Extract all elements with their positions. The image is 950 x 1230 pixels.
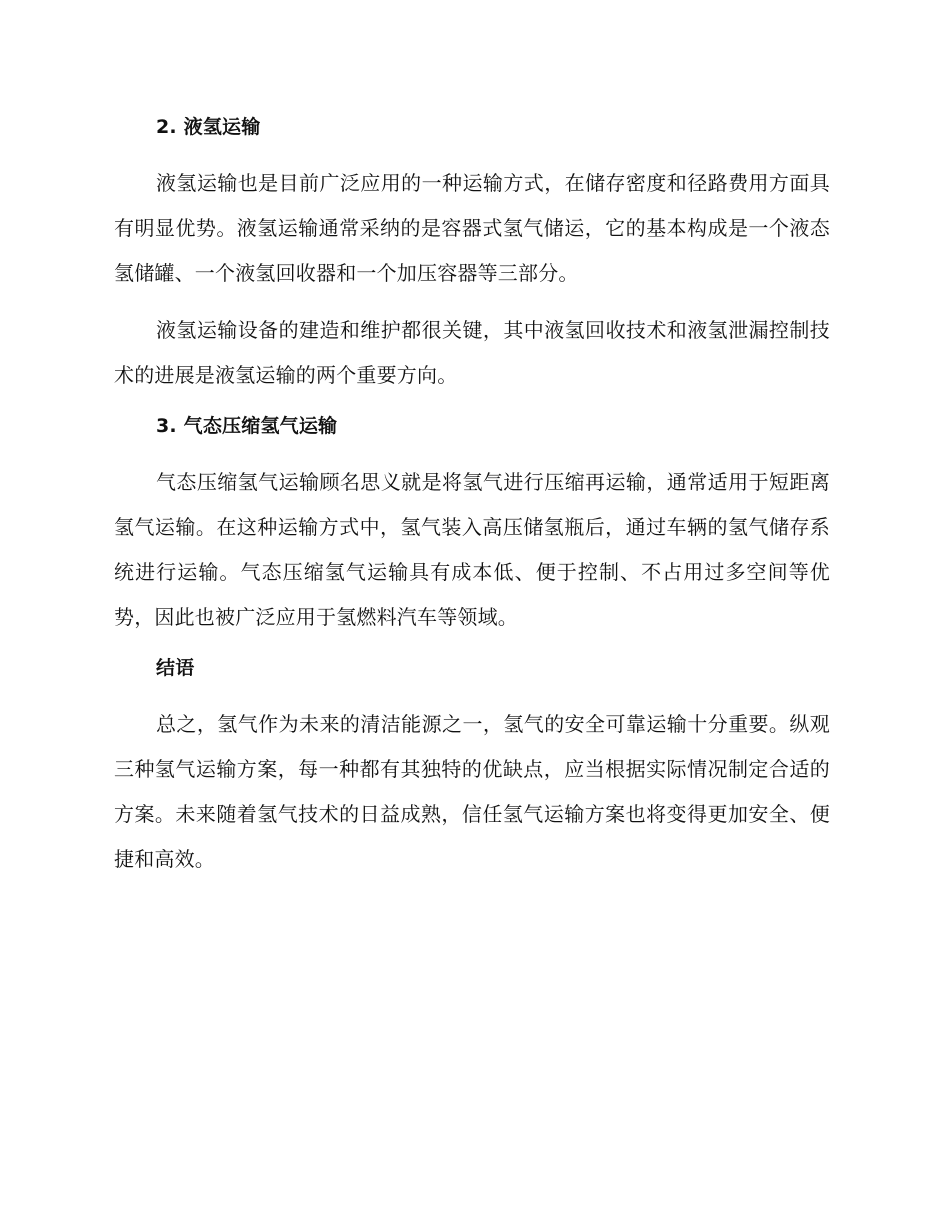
section-heading-liquid-hydrogen: 2. 液氢运输 — [156, 116, 261, 138]
paragraph: 总之，氢气作为未来的清洁能源之一，氢气的安全可靠运输十分重要。纵观三种氢气运输方案，每一种都有其独特的优缺点，应当根据实际情况制定合适的方案。未来随着氢气技术的日益成熟，信任氢气运输方案也将变得更加安全、便捷和高效。 — [114, 712, 830, 871]
paragraph: 气态压缩氢气运输顾名思义就是将氢气进行压缩再运输，通常适用于短距离氢气运输。在这种运输方式中，氢气装入高压储氢瓶后，通过车辆的氢气储存系统进行运输。气态压缩氢气运输具有成本低、便于控制、不占用过多空间等优势，因此也被广泛应用于氢燃料汽车等领域。 — [114, 470, 830, 629]
section-heading-compressed-gas: 3. 气态压缩氢气运输 — [156, 415, 338, 437]
section-heading-conclusion: 结语 — [156, 657, 195, 679]
paragraph: 液氢运输也是目前广泛应用的一种运输方式，在储存密度和径路费用方面具有明显优势。液氢运输通常采纳的是容器式氢气储运，它的基本构成是一个液态氢储罐、一个液氢回收器和一个加压容器等三部分。 — [114, 171, 830, 285]
paragraph: 液氢运输设备的建造和维护都很关键，其中液氢回收技术和液氢泄漏控制技术的进展是液氢运输的两个重要方向。 — [114, 318, 830, 387]
document-body — [114, 111, 830, 882]
